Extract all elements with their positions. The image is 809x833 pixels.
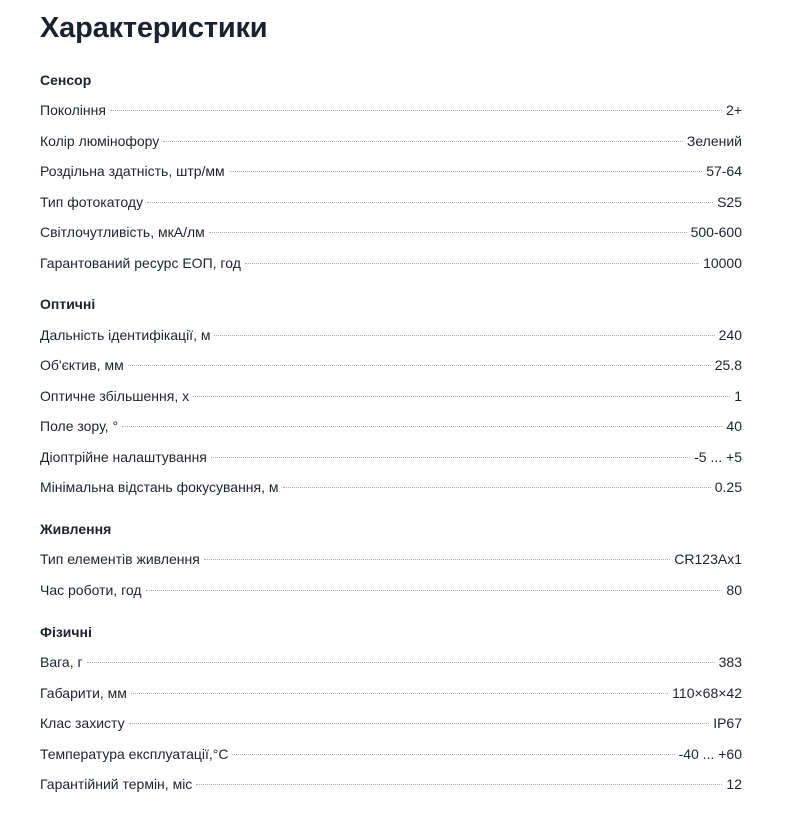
spec-label: Діоптрійне налаштування [40, 449, 207, 465]
dotted-leader [146, 590, 723, 591]
spec-row-operating-temperature [40, 744, 742, 764]
spec-row-dimensions [40, 683, 742, 703]
section-heading-power: Живлення [40, 521, 112, 537]
spec-value: 80 [726, 582, 742, 598]
spec-value: 40 [726, 418, 742, 434]
spec-row-weight [40, 652, 742, 672]
spec-value: 383 [718, 654, 742, 670]
dotted-leader [283, 487, 711, 488]
spec-row-warranty [40, 774, 742, 794]
spec-row-lens [40, 355, 742, 375]
spec-row-diopter [40, 447, 742, 467]
dotted-leader [122, 426, 722, 427]
spec-row-protection-class [40, 713, 742, 733]
spec-value: 240 [718, 327, 742, 343]
spec-label: Поле зору, ° [40, 418, 119, 434]
dotted-leader [128, 365, 711, 366]
spec-value: IP67 [713, 715, 742, 731]
dotted-leader [229, 171, 703, 172]
spec-value: 0.25 [714, 479, 742, 495]
spec-value: 2+ [726, 102, 742, 118]
dotted-leader [163, 141, 683, 142]
spec-row-identification-range [40, 325, 742, 345]
spec-label: Оптичне збільшення, х [40, 388, 190, 404]
spec-label: Об'єктив, мм [40, 357, 124, 373]
spec-label: Дальність ідентифікації, м [40, 327, 211, 343]
spec-value: CR123Ax1 [674, 551, 742, 567]
spec-label: Роздільна здатність, штр/мм [40, 163, 225, 179]
dotted-leader [214, 335, 714, 336]
spec-value: 57-64 [706, 163, 742, 179]
dotted-leader [209, 232, 687, 233]
spec-label: Світлочутливість, мкА/лм [40, 224, 205, 240]
dotted-leader [211, 457, 690, 458]
spec-label: Гарантований ресурс ЕОП, год [40, 255, 241, 271]
spec-row-generation [40, 100, 742, 120]
section-heading-optics: Оптичні [40, 296, 96, 312]
dotted-leader [110, 110, 722, 111]
spec-label: Покоління [40, 102, 106, 118]
spec-row-battery-type [40, 549, 742, 569]
dotted-leader [131, 693, 668, 694]
spec-label: Тип фотокатоду [40, 194, 144, 210]
spec-row-magnification [40, 386, 742, 406]
spec-label: Тип елементів живлення [40, 551, 200, 567]
spec-value: 25.8 [714, 357, 742, 373]
spec-label: Час роботи, год [40, 582, 142, 598]
dotted-leader [204, 559, 671, 560]
spec-value: S25 [717, 194, 742, 210]
dotted-leader [193, 396, 730, 397]
spec-label: Габарити, мм [40, 685, 127, 701]
spec-value: -5 ... +5 [694, 449, 742, 465]
dotted-leader [87, 662, 715, 663]
spec-label: Гарантійний термін, міс [40, 776, 193, 792]
dotted-leader [245, 263, 699, 264]
spec-value: 110×68×42 [672, 685, 742, 701]
dotted-leader [129, 723, 710, 724]
spec-row-resolution [40, 161, 742, 181]
spec-value: 10000 [703, 255, 742, 271]
section-heading-physical: Фізичні [40, 624, 92, 640]
spec-row-tube-lifetime [40, 253, 742, 273]
spec-label: Клас захисту [40, 715, 125, 731]
spec-value: Зелений [686, 133, 742, 149]
spec-row-field-of-view [40, 416, 742, 436]
page-title: Характеристики [40, 12, 268, 44]
spec-label: Температура експлуатації,°С [40, 746, 229, 762]
spec-row-sensitivity [40, 222, 742, 242]
section-heading-sensor: Сенсор [40, 72, 92, 88]
spec-row-runtime [40, 580, 742, 600]
dotted-leader [232, 754, 674, 755]
dotted-leader [147, 202, 713, 203]
spec-label: Колір люмінофору [40, 133, 160, 149]
dotted-leader [196, 784, 722, 785]
spec-label: Мінімальна відстань фокусування, м [40, 479, 279, 495]
spec-row-photocathode [40, 192, 742, 212]
spec-value: 12 [726, 776, 742, 792]
spec-value: -40 ... +60 [678, 746, 742, 762]
spec-value: 1 [734, 388, 742, 404]
spec-label: Вага, г [40, 654, 83, 670]
spec-value: 500-600 [690, 224, 742, 240]
spec-row-min-focus [40, 477, 742, 497]
spec-row-phosphor-color [40, 131, 742, 151]
